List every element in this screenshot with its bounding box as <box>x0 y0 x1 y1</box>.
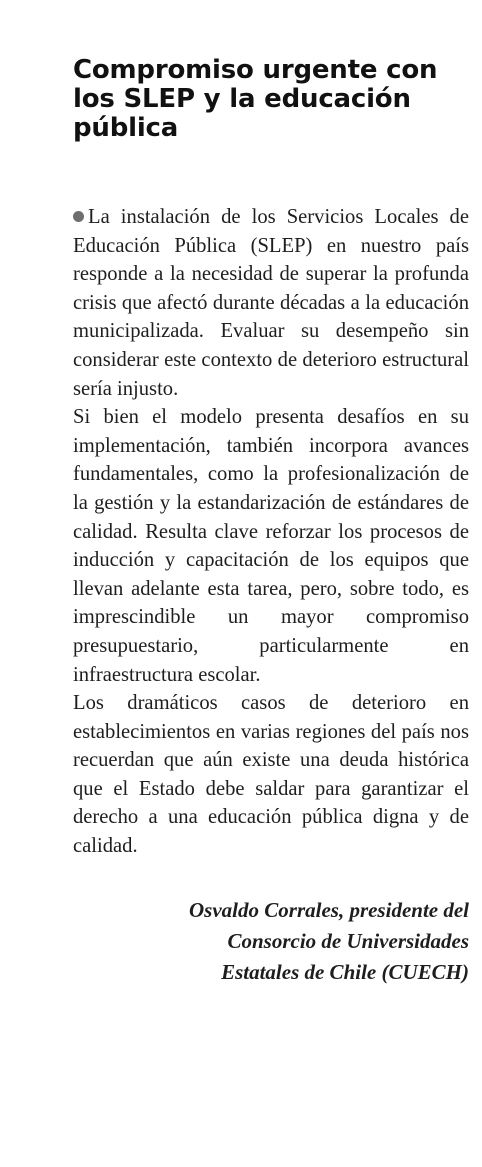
author-signature <box>73 895 469 988</box>
headline: Compromiso urgente con los SLEP y la educación pública <box>73 55 438 143</box>
article-body <box>73 203 469 861</box>
paragraph-3: Los dramáticos casos de deterioro en establecimientos en varias regiones del país nos recuerdan que aún existe una deuda histórica que el Estado debe saldar para garantizar el derecho a una educación pública digna y de calidad. <box>73 692 469 858</box>
paragraph-2: Si bien el modelo presenta desafíos en su implementación, también incorpora avances fundamentales, como la profesionalización de la gestión y la estandarización de estándares de calidad. Resulta clave reforzar los procesos de inducción y capacitación de los equipos que llevan adelante esta tarea, pero, sobre todo, es imprescindible un mayor compromiso presupuestario, particularmente en infraestructura escolar. <box>73 406 469 686</box>
letter-article <box>73 56 469 988</box>
signature-line-3: Estatales de Chile (CUECH) <box>221 959 469 984</box>
signature-line-1: Osvaldo Corrales, presidente del <box>189 897 469 922</box>
bullet-icon <box>73 211 84 222</box>
signature-line-2: Consorcio de Universidades <box>227 928 469 953</box>
paragraph-1 <box>73 203 469 403</box>
paragraph-1-text: La instalación de los Servicios Locales de Educación Pública (SLEP) en nuestro país responde a la necesidad de superar la profunda crisis que afectó durante décadas a la educación municipalizada. Evaluar su desempeño sin considerar este contexto de deterioro estructural sería injusto. <box>73 206 469 400</box>
